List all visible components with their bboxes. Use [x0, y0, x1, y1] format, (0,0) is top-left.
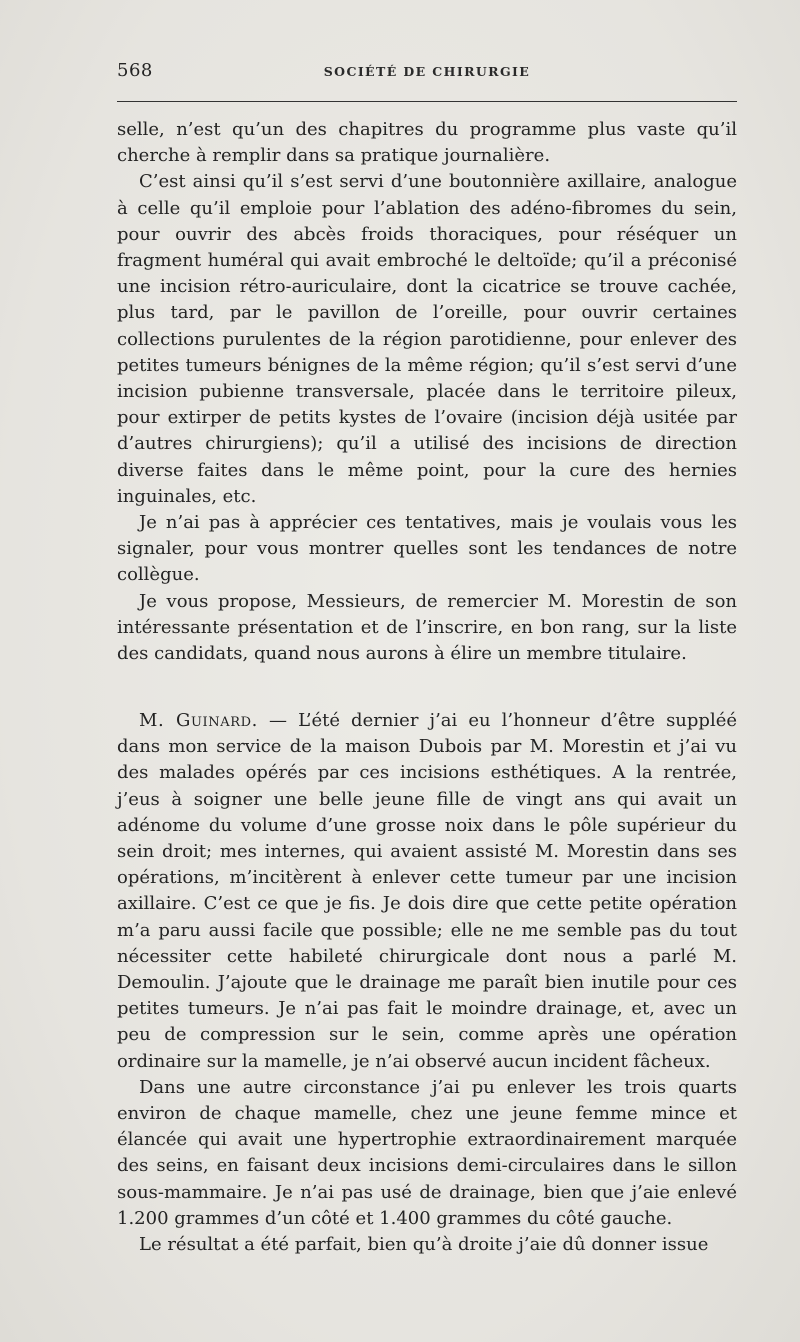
- guinard-discussion-section: [117, 708, 737, 1258]
- running-title: SOCIÉTÉ DE CHIRURGIE: [323, 64, 531, 79]
- page-number: 568: [117, 60, 153, 81]
- page-header: [117, 60, 737, 88]
- speaker-remarks: — L’été dernier j’ai eu l’honneur d’être suppléé dans mon service de la maison Dubois par M. Morestin et j’ai vu des malades opérés par ces incisions esthétiques. A la rentrée, j’eus à soigner une belle jeune fille de vingt ans qui avait un adénome du volume d’une grosse noix dans le pôle supérieur du sein droit; mes internes, qui avaient assisté M. Morestin dans ses opérations, m’incitèrent à enlever cette tumeur par une incision axillaire. C’est ce que je fis. Je dois dire que cette petite opération m’a paru aussi facile que possible; elle ne me semble pas du tout nécessiter cette habileté chirurgicale dont nous a parlé M. Demoulin. J’ajoute que le drainage me paraît bien inutile pour ces petites tumeurs. Je n’ai pas fait le moindre drainage, et, avec un peu de compression sur le sein, comme après une opération ordinaire sur la mamelle, je n’ai observé aucun incident fâcheux.: [117, 710, 738, 1072]
- speaker-name: M. Guinard.: [139, 710, 258, 731]
- speaker-paragraph: [117, 708, 737, 1075]
- paragraph: Je vous propose, Messieurs, de remercier M. Morestin de son intéressante présentation et de l’inscrire, en bon rang, sur la liste des candidats, quand nous aurons à élire un membre titulaire.: [117, 590, 737, 665]
- header-rule: [117, 101, 737, 102]
- report-conclusion-section: [117, 117, 737, 667]
- paragraph: Je n’ai pas à apprécier ces tentatives, mais je voulais vous les signaler, pour vous montrer quelles sont les tendances de notre collègue.: [117, 512, 737, 586]
- paragraph-final: Le résultat a été parfait, bien qu’à droite j’aie dû donner issue: [139, 1234, 709, 1256]
- paragraph: Dans une autre circonstance j’ai pu enlever les trois quarts environ de chaque mamelle, chez une jeune femme mince et élancée qui avait une hypertrophie extraordinairement marquée des seins, en faisant deux incisions demi-circulaires dans le sillon sous-mammaire. Je n’ai pas usé de drainage, bien que j’aie enlevé 1.200 grammes d’un côté et 1.400 grammes du côté gauche.: [117, 1076, 737, 1229]
- paragraph-continuation: selle, n’est qu’un des chapitres du programme plus vaste qu’il cherche à remplir dans sa pratique journalière.: [117, 119, 737, 167]
- paragraph: C’est ainsi qu’il s’est servi d’une boutonnière axillaire, analogue à celle qu’il emploie pour l’ablation des adéno-fibromes du sein, pour ouvrir des abcès froids thoraciques, pour réséquer un fragment huméral qui avait embroché le deltoïde; qu’il a préconisé une incision rétro-auriculaire, dont la cicatrice se trouve cachée, plus tard, par le pavillon de l’oreille, pour ouvrir certaines collections purulentes de la région parotidienne, pour enlever des petites tumeurs bénignes de la même région; qu’il s’est servi d’une incision pubienne transversale, placée dans le territoire pileux, pour extirper de petits kystes de l’ovaire (incision déjà usitée par d’autres chirurgiens); qu’il a utilisé des incisions de direction diverse faites dans le même point, pour la cure des hernies inguinales, etc.: [117, 171, 737, 507]
